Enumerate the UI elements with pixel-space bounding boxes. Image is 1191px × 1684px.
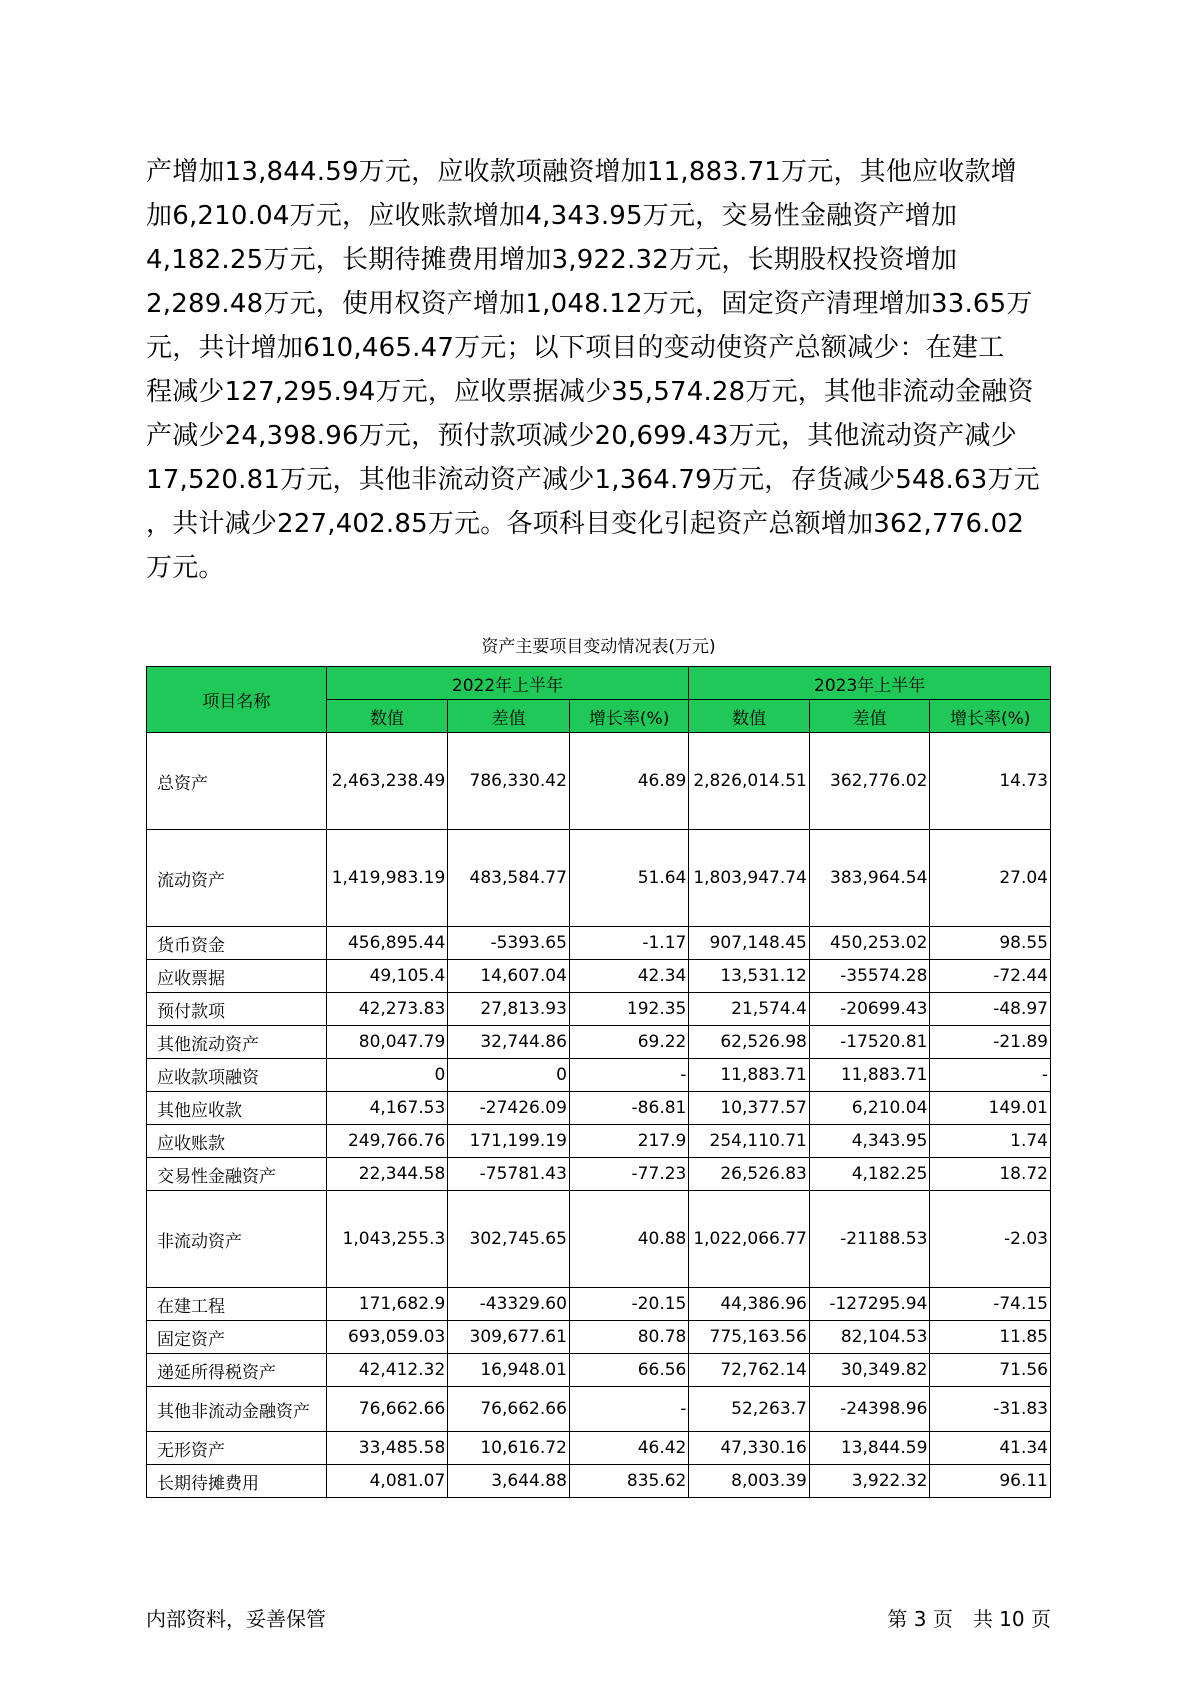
- value-2022-cell: 42,412.32: [326, 1354, 448, 1387]
- growth-2023-cell: 18.72: [930, 1158, 1051, 1191]
- row-name-cell: 递延所得税资产: [147, 1354, 327, 1387]
- value-2022-cell: 1,043,255.3: [326, 1191, 448, 1288]
- value-2022-cell: 171,682.9: [326, 1288, 448, 1321]
- value-2023-cell: 44,386.96: [689, 1288, 810, 1321]
- value-2023-cell: 52,263.7: [689, 1387, 810, 1432]
- value-2022-cell: 0: [326, 1059, 448, 1092]
- row-name-cell: 交易性金融资产: [147, 1158, 327, 1191]
- table-row: [147, 1387, 1051, 1432]
- growth-2022-cell: 80.78: [569, 1321, 688, 1354]
- growth-2023-cell: -74.15: [930, 1288, 1051, 1321]
- diff-2023-cell: 4,182.25: [809, 1158, 930, 1191]
- growth-2023-cell: 41.34: [930, 1432, 1051, 1465]
- diff-2022-cell: 10,616.72: [448, 1432, 570, 1465]
- table-row: [147, 1432, 1051, 1465]
- table-row: [147, 1321, 1051, 1354]
- header-period-2023: 2023年上半年: [689, 667, 1051, 700]
- diff-2022-cell: 16,948.01: [448, 1354, 570, 1387]
- table-row: [147, 1026, 1051, 1059]
- value-2022-cell: 1,419,983.19: [326, 830, 448, 927]
- paragraph-line: 2,289.48万元，使用权资产增加1,048.12万元，固定资产清理增加33.65万: [146, 289, 1033, 319]
- diff-2023-cell: 450,253.02: [809, 927, 930, 960]
- growth-2022-cell: -1.17: [569, 927, 688, 960]
- header-growth-2023: 增长率(%): [930, 700, 1051, 733]
- row-name-cell: 非流动资产: [147, 1191, 327, 1288]
- paragraph-line: 产增加13,844.59万元，应收款项融资增加11,883.71万元，其他应收款增: [146, 157, 1017, 187]
- value-2022-cell: 4,081.07: [326, 1465, 448, 1498]
- growth-2023-cell: 149.01: [930, 1092, 1051, 1125]
- header-diff-2022: 差值: [448, 700, 570, 733]
- diff-2023-cell: -20699.43: [809, 993, 930, 1026]
- diff-2023-cell: -21188.53: [809, 1191, 930, 1288]
- diff-2022-cell: 786,330.42: [448, 733, 570, 830]
- growth-2022-cell: -: [569, 1387, 688, 1432]
- growth-2022-cell: 51.64: [569, 830, 688, 927]
- growth-2023-cell: -31.83: [930, 1387, 1051, 1432]
- row-name-cell: 在建工程: [147, 1288, 327, 1321]
- header-value-2022: 数值: [326, 700, 448, 733]
- table-row: [147, 830, 1051, 927]
- table-row: [147, 1465, 1051, 1498]
- diff-2022-cell: 32,744.86: [448, 1026, 570, 1059]
- diff-2023-cell: -17520.81: [809, 1026, 930, 1059]
- footer-page-number: 第 3 页 共 10 页: [887, 1607, 1051, 1631]
- value-2022-cell: 22,344.58: [326, 1158, 448, 1191]
- value-2023-cell: 11,883.71: [689, 1059, 810, 1092]
- paragraph-line: 加6,210.04万元，应收账款增加4,343.95万元，交易性金融资产增加: [146, 201, 958, 231]
- diff-2022-cell: 14,607.04: [448, 960, 570, 993]
- growth-2023-cell: 1.74: [930, 1125, 1051, 1158]
- diff-2022-cell: 302,745.65: [448, 1191, 570, 1288]
- paragraph-line: 产减少24,398.96万元，预付款项减少20,699.43万元，其他流动资产减少: [146, 421, 1017, 451]
- paragraph-line: 万元。: [146, 553, 225, 583]
- row-name-cell: 总资产: [147, 733, 327, 830]
- value-2022-cell: 76,662.66: [326, 1387, 448, 1432]
- row-name-cell: 固定资产: [147, 1321, 327, 1354]
- value-2022-cell: 693,059.03: [326, 1321, 448, 1354]
- footer-confidential-note: 内部资料，妥善保管: [146, 1607, 326, 1631]
- value-2023-cell: 10,377.57: [689, 1092, 810, 1125]
- growth-2022-cell: -: [569, 1059, 688, 1092]
- table-body: [147, 733, 1051, 1498]
- diff-2022-cell: 27,813.93: [448, 993, 570, 1026]
- value-2022-cell: 2,463,238.49: [326, 733, 448, 830]
- row-name-cell: 其他流动资产: [147, 1026, 327, 1059]
- row-name-cell: 无形资产: [147, 1432, 327, 1465]
- header-diff-2023: 差值: [809, 700, 930, 733]
- growth-2023-cell: 27.04: [930, 830, 1051, 927]
- row-name-cell: 其他非流动金融资产: [147, 1387, 327, 1432]
- growth-2023-cell: -48.97: [930, 993, 1051, 1026]
- table-row: [147, 1288, 1051, 1321]
- diff-2022-cell: 309,677.61: [448, 1321, 570, 1354]
- growth-2022-cell: 42.34: [569, 960, 688, 993]
- diff-2023-cell: 4,343.95: [809, 1125, 930, 1158]
- value-2023-cell: 21,574.4: [689, 993, 810, 1026]
- value-2023-cell: 1,803,947.74: [689, 830, 810, 927]
- header-item-name: 项目名称: [147, 667, 327, 733]
- diff-2023-cell: 30,349.82: [809, 1354, 930, 1387]
- value-2023-cell: 254,110.71: [689, 1125, 810, 1158]
- growth-2023-cell: 71.56: [930, 1354, 1051, 1387]
- diff-2022-cell: 76,662.66: [448, 1387, 570, 1432]
- diff-2023-cell: 383,964.54: [809, 830, 930, 927]
- diff-2022-cell: 171,199.19: [448, 1125, 570, 1158]
- header-value-2023: 数值: [689, 700, 810, 733]
- diff-2023-cell: 3,922.32: [809, 1465, 930, 1498]
- table-row: [147, 1125, 1051, 1158]
- growth-2022-cell: -20.15: [569, 1288, 688, 1321]
- table-row: [147, 1158, 1051, 1191]
- growth-2023-cell: 14.73: [930, 733, 1051, 830]
- diff-2023-cell: 13,844.59: [809, 1432, 930, 1465]
- growth-2023-cell: 11.85: [930, 1321, 1051, 1354]
- asset-change-table: [146, 666, 1051, 1498]
- table-row: [147, 733, 1051, 830]
- growth-2023-cell: 96.11: [930, 1465, 1051, 1498]
- paragraph-line: 元，共计增加610,465.47万元；以下项目的变动使资产总额减少：在建工: [146, 333, 1005, 363]
- growth-2023-cell: -21.89: [930, 1026, 1051, 1059]
- value-2022-cell: 80,047.79: [326, 1026, 448, 1059]
- paragraph-line: ，共计减少227,402.85万元。各项科目变化引起资产总额增加362,776.02: [146, 509, 1025, 539]
- value-2023-cell: 47,330.16: [689, 1432, 810, 1465]
- growth-2022-cell: 217.9: [569, 1125, 688, 1158]
- diff-2023-cell: -127295.94: [809, 1288, 930, 1321]
- value-2023-cell: 13,531.12: [689, 960, 810, 993]
- table-row: [147, 1191, 1051, 1288]
- table-row: [147, 1059, 1051, 1092]
- row-name-cell: 应收账款: [147, 1125, 327, 1158]
- diff-2023-cell: 82,104.53: [809, 1321, 930, 1354]
- diff-2022-cell: -5393.65: [448, 927, 570, 960]
- diff-2023-cell: 6,210.04: [809, 1092, 930, 1125]
- value-2022-cell: 42,273.83: [326, 993, 448, 1026]
- paragraph-line: 程减少127,295.94万元，应收票据减少35,574.28万元，其他非流动金融资: [146, 377, 1034, 407]
- value-2022-cell: 249,766.76: [326, 1125, 448, 1158]
- value-2023-cell: 775,163.56: [689, 1321, 810, 1354]
- value-2023-cell: 26,526.83: [689, 1158, 810, 1191]
- diff-2022-cell: 0: [448, 1059, 570, 1092]
- header-period-2022: 2022年上半年: [326, 667, 689, 700]
- row-name-cell: 应收票据: [147, 960, 327, 993]
- value-2022-cell: 4,167.53: [326, 1092, 448, 1125]
- value-2023-cell: 72,762.14: [689, 1354, 810, 1387]
- diff-2023-cell: 11,883.71: [809, 1059, 930, 1092]
- table-row: [147, 1354, 1051, 1387]
- growth-2022-cell: 66.56: [569, 1354, 688, 1387]
- growth-2022-cell: -86.81: [569, 1092, 688, 1125]
- value-2023-cell: 2,826,014.51: [689, 733, 810, 830]
- body-paragraph: [146, 150, 1051, 590]
- growth-2022-cell: 192.35: [569, 993, 688, 1026]
- row-name-cell: 应收款项融资: [147, 1059, 327, 1092]
- table-row: [147, 927, 1051, 960]
- growth-2022-cell: 46.42: [569, 1432, 688, 1465]
- diff-2022-cell: 483,584.77: [448, 830, 570, 927]
- table-row: [147, 1092, 1051, 1125]
- value-2022-cell: 33,485.58: [326, 1432, 448, 1465]
- growth-2022-cell: 40.88: [569, 1191, 688, 1288]
- paragraph-line: 4,182.25万元，长期待摊费用增加3,922.32万元，长期股权投资增加: [146, 245, 958, 275]
- growth-2023-cell: -: [930, 1059, 1051, 1092]
- value-2023-cell: 8,003.39: [689, 1465, 810, 1498]
- growth-2022-cell: 46.89: [569, 733, 688, 830]
- row-name-cell: 长期待摊费用: [147, 1465, 327, 1498]
- diff-2022-cell: -27426.09: [448, 1092, 570, 1125]
- table-caption: 资产主要项目变动情况表(万元): [481, 637, 716, 657]
- diff-2022-cell: -75781.43: [448, 1158, 570, 1191]
- diff-2022-cell: -43329.60: [448, 1288, 570, 1321]
- value-2022-cell: 456,895.44: [326, 927, 448, 960]
- header-growth-2022: 增长率(%): [569, 700, 688, 733]
- row-name-cell: 流动资产: [147, 830, 327, 927]
- diff-2023-cell: -35574.28: [809, 960, 930, 993]
- growth-2022-cell: 835.62: [569, 1465, 688, 1498]
- diff-2023-cell: 362,776.02: [809, 733, 930, 830]
- growth-2023-cell: -72.44: [930, 960, 1051, 993]
- paragraph-line: 17,520.81万元，其他非流动资产减少1,364.79万元，存货减少548.63万元: [146, 465, 1040, 495]
- diff-2022-cell: 3,644.88: [448, 1465, 570, 1498]
- row-name-cell: 其他应收款: [147, 1092, 327, 1125]
- table-row: [147, 993, 1051, 1026]
- value-2023-cell: 907,148.45: [689, 927, 810, 960]
- row-name-cell: 货币资金: [147, 927, 327, 960]
- growth-2022-cell: -77.23: [569, 1158, 688, 1191]
- table-row: [147, 960, 1051, 993]
- value-2022-cell: 49,105.4: [326, 960, 448, 993]
- value-2023-cell: 62,526.98: [689, 1026, 810, 1059]
- value-2023-cell: 1,022,066.77: [689, 1191, 810, 1288]
- growth-2022-cell: 69.22: [569, 1026, 688, 1059]
- diff-2023-cell: -24398.96: [809, 1387, 930, 1432]
- growth-2023-cell: -2.03: [930, 1191, 1051, 1288]
- growth-2023-cell: 98.55: [930, 927, 1051, 960]
- row-name-cell: 预付款项: [147, 993, 327, 1026]
